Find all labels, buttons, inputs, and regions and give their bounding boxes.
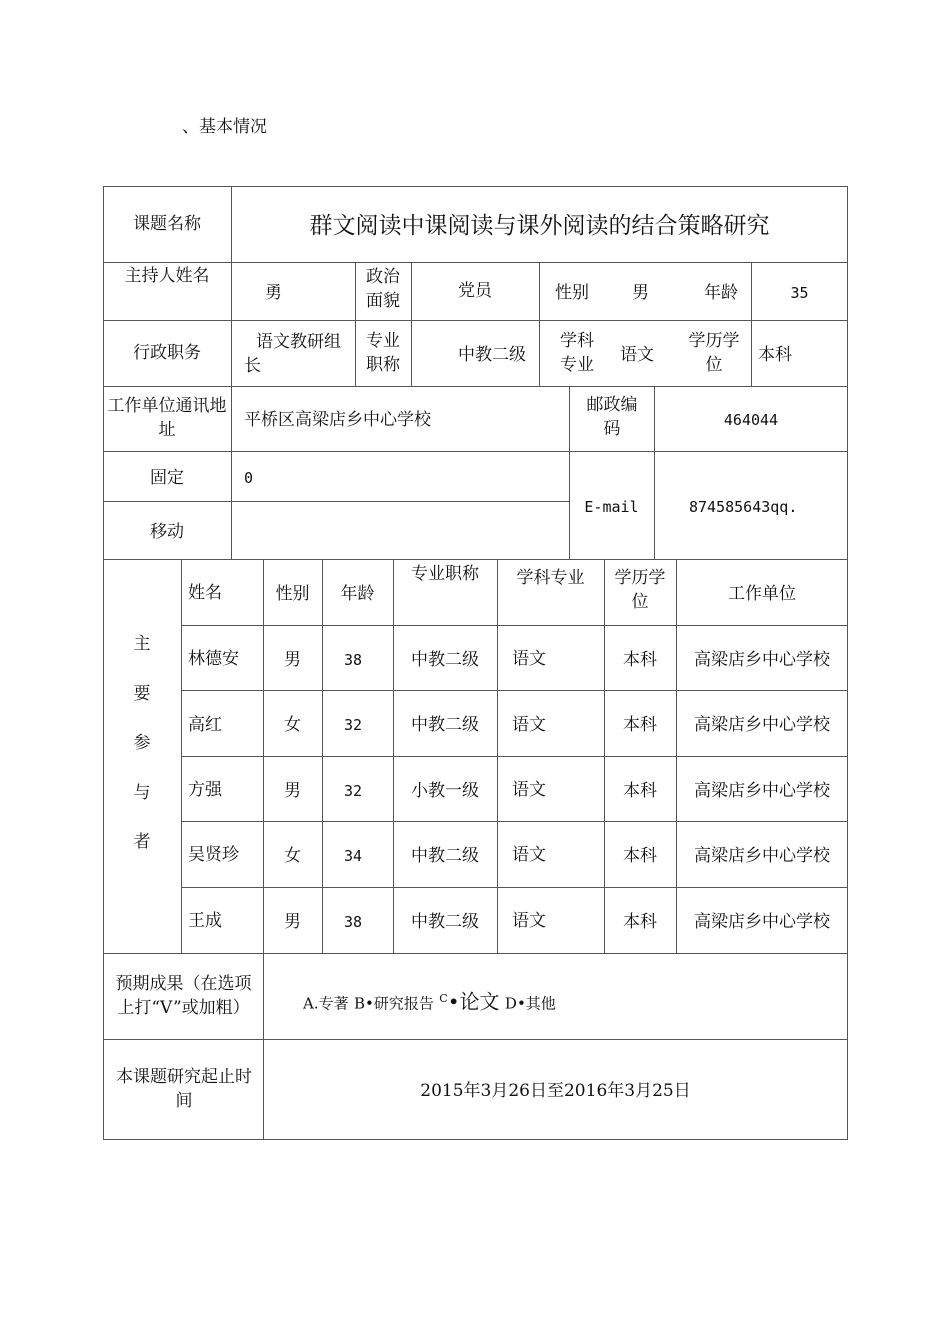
fixed-phone-label: 固定 xyxy=(150,468,184,488)
header-degree: 学历学位 xyxy=(614,568,666,612)
header-subject: 学科专业 xyxy=(516,568,585,588)
age-label: 年龄 xyxy=(704,283,738,303)
project-name-label: 课题名称 xyxy=(133,214,201,234)
cell-degree: 本科 xyxy=(623,780,657,801)
cell-workplace: 高梁店乡中心学校 xyxy=(694,780,830,801)
political-value: 党员 xyxy=(458,281,492,301)
outcome-option-c-mark: C xyxy=(439,992,448,1005)
period-value: 2015年3月26日至2016年3月25日 xyxy=(420,1081,691,1101)
host-name-label: 主持人姓名 xyxy=(124,266,210,286)
subject-label: 学科专业 xyxy=(560,331,594,375)
outcome-option-a: A.专著 xyxy=(303,994,349,1013)
cell-subject: 语文 xyxy=(512,911,546,931)
admin-position: 语文教研组长 xyxy=(244,332,341,376)
section-heading: 、基本情况 xyxy=(182,117,267,137)
gender-value: 男 xyxy=(632,283,649,303)
cell-title: 中教二级 xyxy=(411,846,479,866)
cell-degree: 本科 xyxy=(623,846,657,866)
outcome-option-c: •论文 xyxy=(447,989,500,1014)
cell-name: 吴贤珍 xyxy=(188,845,239,865)
cell-subject: 语文 xyxy=(512,649,546,669)
cell-subject: 语文 xyxy=(512,715,546,735)
header-gender: 性别 xyxy=(275,584,310,604)
degree-label: 学历学位 xyxy=(688,331,740,375)
cell-title: 中教二级 xyxy=(411,715,479,735)
cell-age: 34 xyxy=(343,847,363,865)
cell-degree: 本科 xyxy=(623,649,657,670)
pro-title: 中教二级 xyxy=(458,345,526,365)
cell-gender: 女 xyxy=(284,846,301,866)
admin-position-label: 行政职务 xyxy=(133,343,201,363)
cell-title: 小教一级 xyxy=(411,780,479,801)
header-title: 专业职称 xyxy=(411,564,479,584)
header-age: 年龄 xyxy=(340,584,375,604)
cell-name: 高红 xyxy=(188,715,222,735)
cell-age: 38 xyxy=(343,650,363,669)
project-title: 群文阅读中课阅读与课外阅读的结合策略研究 xyxy=(309,213,770,239)
cell-subject: 语文 xyxy=(512,780,546,800)
postcode-label: 邮政编码 xyxy=(586,395,638,439)
outcome-label: 预期成果（在选项上打“V”或加粗） xyxy=(115,974,252,1018)
cell-degree: 本科 xyxy=(623,911,657,932)
outcome-option-b: B•研究报告 xyxy=(354,994,434,1013)
age-value: 35 xyxy=(790,284,809,302)
political-label: 政治面貌 xyxy=(366,267,400,311)
mobile-phone-label: 移动 xyxy=(150,522,184,542)
pro-title-label: 专业职称 xyxy=(366,331,400,375)
period-label: 本课题研究起止时间 xyxy=(116,1067,252,1111)
cell-workplace: 高梁店乡中心学校 xyxy=(694,846,830,866)
cell-title: 中教二级 xyxy=(411,911,479,932)
gender-label: 性别 xyxy=(555,283,589,303)
cell-name: 林德安 xyxy=(188,649,239,669)
participants-side-label: 主 要 参 与 者 xyxy=(133,634,151,852)
header-name: 姓名 xyxy=(188,583,222,603)
cell-workplace: 高梁店乡中心学校 xyxy=(694,649,830,670)
fixed-phone-value: 0 xyxy=(244,469,254,487)
outcome-option-d: D•其他 xyxy=(504,994,556,1013)
header-workplace: 工作单位 xyxy=(728,584,796,604)
cell-title: 中教二级 xyxy=(411,649,479,670)
host-name: 勇 xyxy=(265,283,282,303)
cell-name: 王成 xyxy=(188,911,222,931)
outcome-options xyxy=(303,987,556,1016)
cell-name: 方强 xyxy=(188,780,222,800)
degree-value: 本科 xyxy=(758,345,792,365)
cell-age: 38 xyxy=(343,912,363,931)
email-label: E-mail xyxy=(584,498,639,516)
address-value: 平桥区高梁店乡中心学校 xyxy=(244,410,431,430)
cell-degree: 本科 xyxy=(623,715,657,735)
cell-gender: 男 xyxy=(284,911,301,932)
postcode-value: 464044 xyxy=(723,411,779,429)
cell-gender: 女 xyxy=(284,715,301,735)
cell-workplace: 高梁店乡中心学校 xyxy=(694,911,830,932)
cell-age: 32 xyxy=(343,781,363,800)
cell-workplace: 高梁店乡中心学校 xyxy=(694,715,830,735)
cell-subject: 语文 xyxy=(512,845,546,865)
cell-age: 32 xyxy=(343,716,363,734)
address-label: 工作单位通讯地址 xyxy=(107,396,227,440)
cell-gender: 男 xyxy=(284,649,301,670)
subject-value: 语文 xyxy=(620,345,654,365)
cell-gender: 男 xyxy=(284,780,301,801)
email-value: 874585643qq. xyxy=(689,498,798,516)
